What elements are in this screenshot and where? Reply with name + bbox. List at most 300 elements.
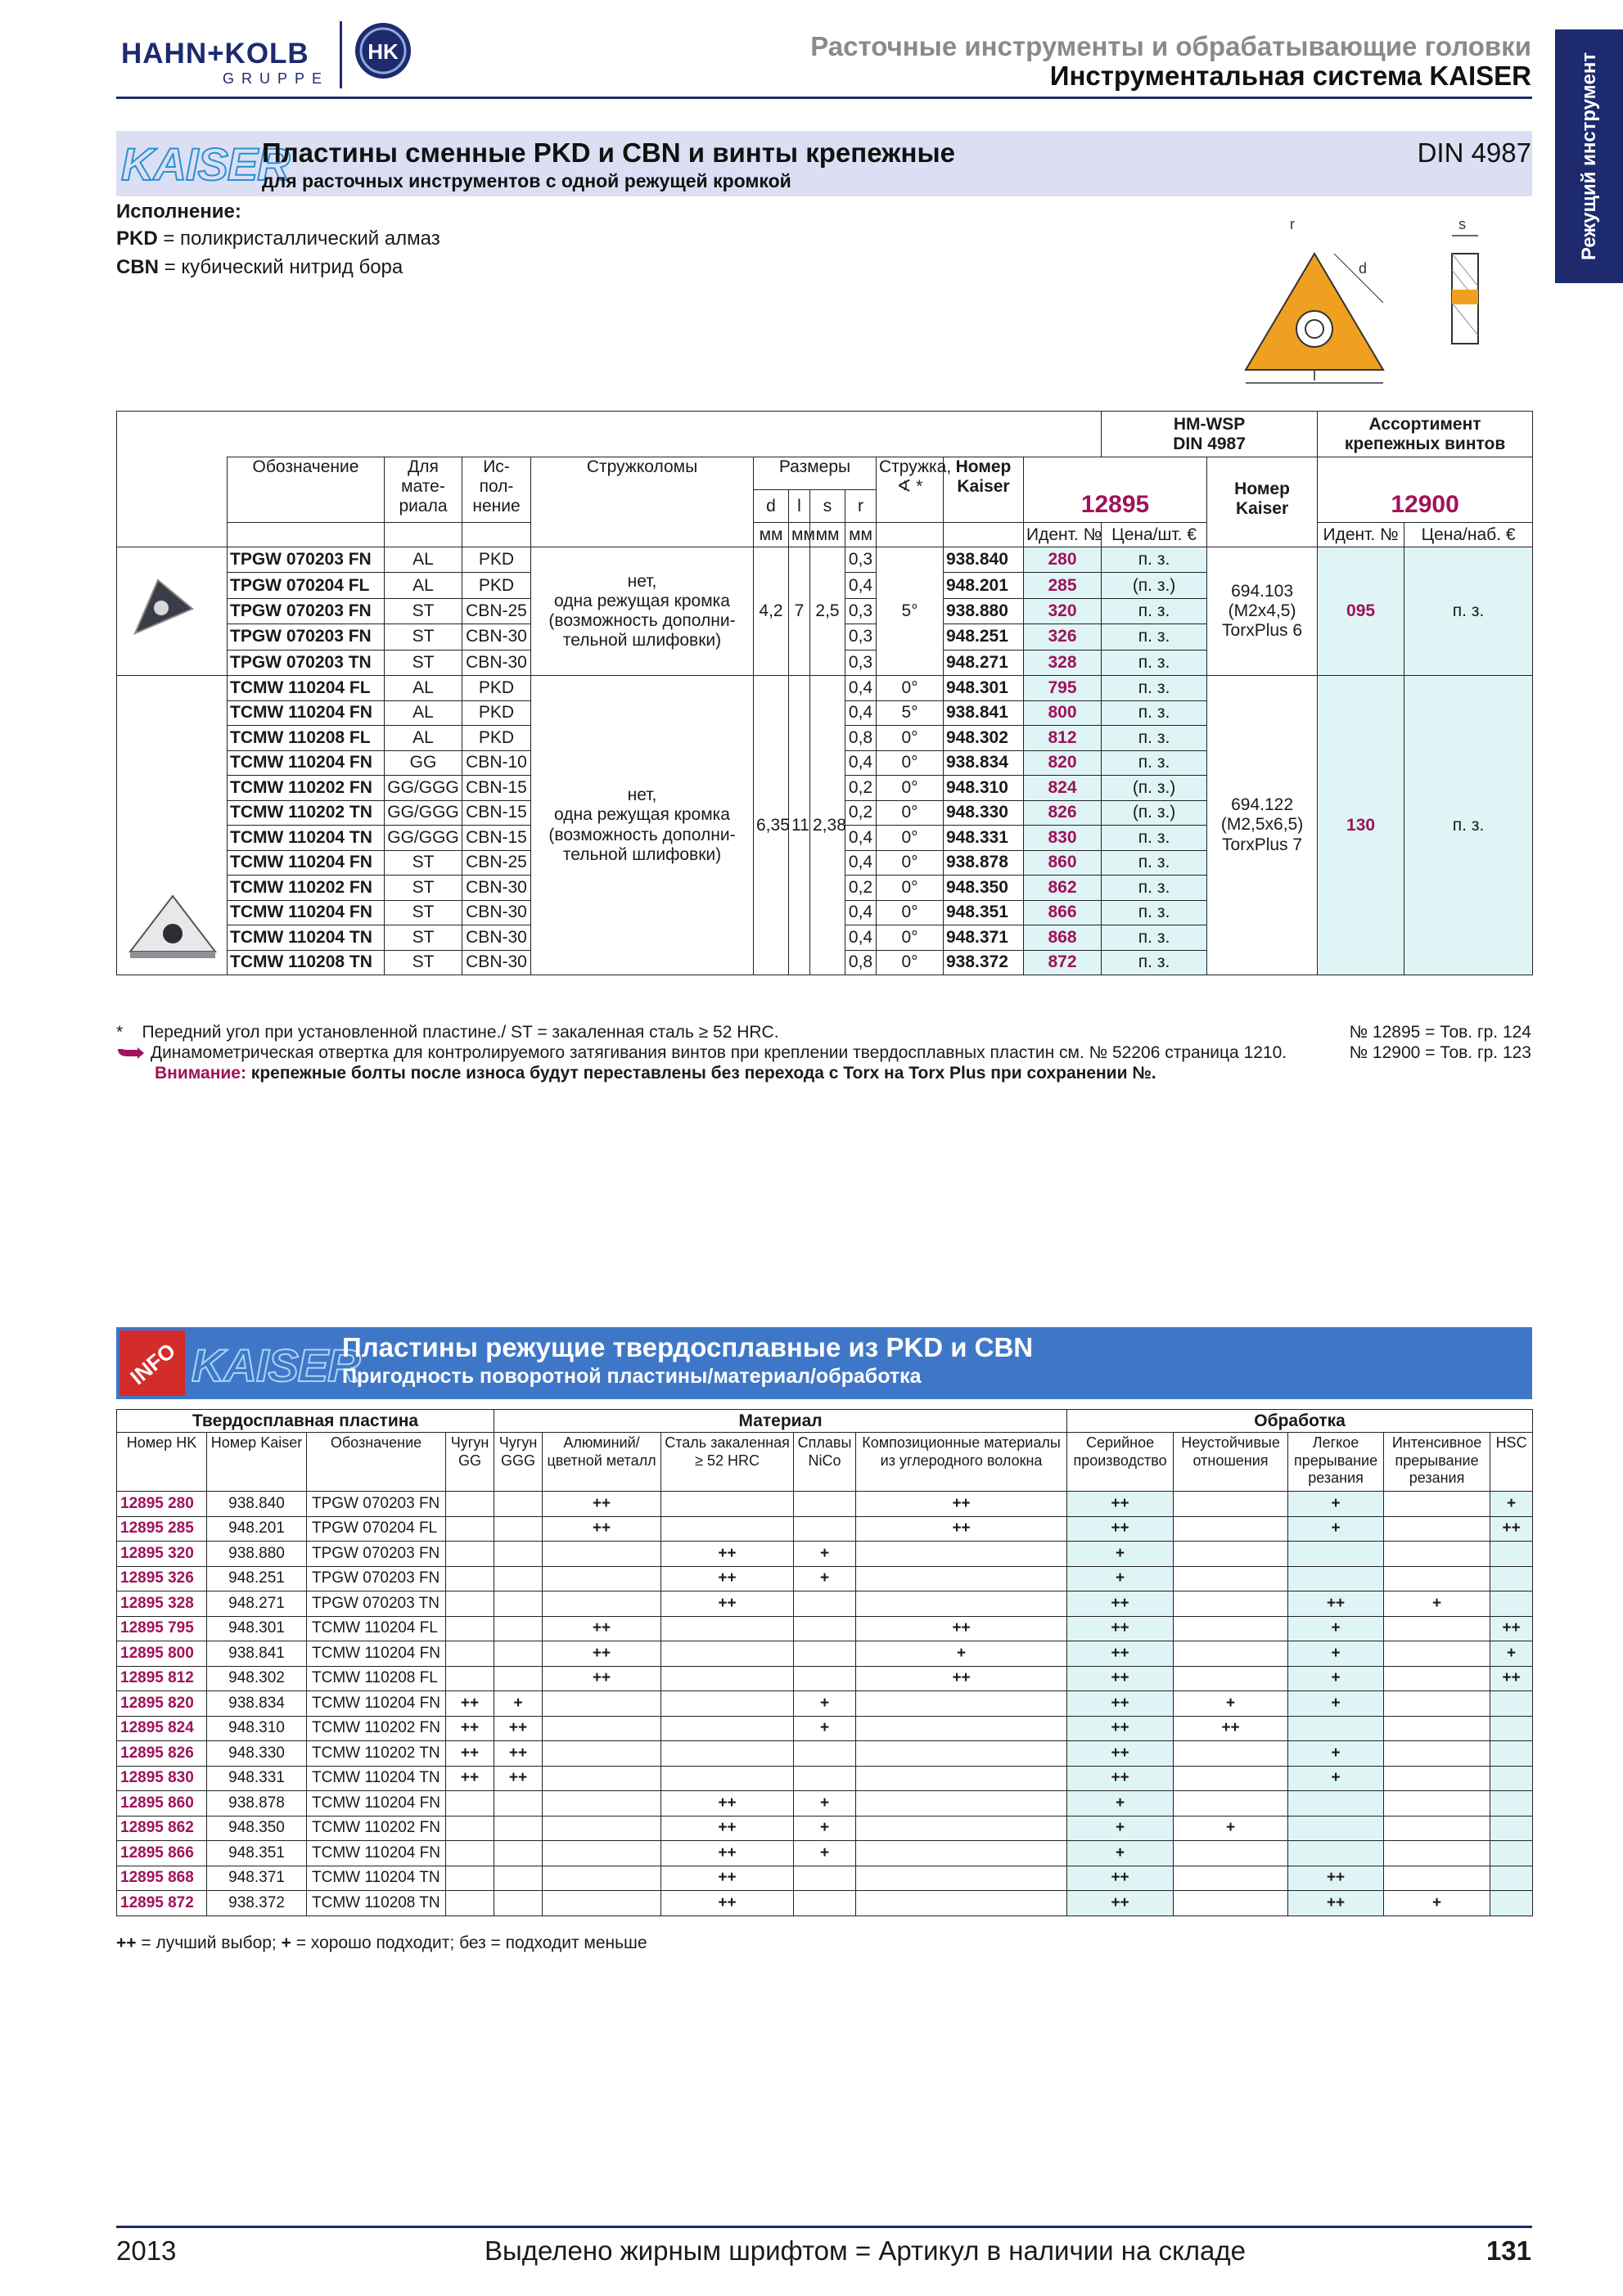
suitability-mark	[1174, 1542, 1288, 1567]
suitability-mark	[1288, 1791, 1384, 1817]
table-row	[117, 1591, 1533, 1617]
table2-body	[117, 1492, 1533, 1916]
footnote-warning: Внимание: крепежные болты после износа будут переставлены без перехода с Torx на Torx Plus при сохранении №.	[155, 1064, 1156, 1083]
footnote-torque-screwdriver: Динамометрическая отвертка для контролируемого затягивания винтов при креплении твердосплавных пластин см. № 52206 страница 1210.	[116, 1043, 1287, 1063]
designation: TCMW 110204 FN	[307, 1841, 446, 1866]
suitability-mark	[1288, 1566, 1384, 1591]
hk-number: 12895 800	[117, 1641, 207, 1667]
suitability-mark: ++	[1067, 1666, 1174, 1691]
hk-number: 12895 872	[117, 1891, 207, 1916]
suitability-mark	[1288, 1816, 1384, 1841]
suitability-mark: ++	[1067, 1691, 1174, 1717]
section1-title: Пластины сменные PKD и CBN и винты крепежные	[262, 137, 955, 168]
suitability-mark	[446, 1816, 494, 1841]
table-row: TPGW 070203 FN ST CBN-25 0,3 938.880 320 п. з.	[117, 598, 1533, 624]
suitability-mark	[494, 1616, 543, 1641]
suitability-mark	[494, 1516, 543, 1542]
suitability-mark: ++	[1067, 1492, 1174, 1517]
suitability-mark	[1288, 1841, 1384, 1866]
suitability-mark: ++	[661, 1791, 794, 1817]
suitability-mark	[494, 1841, 543, 1866]
hk-number: 12895 280	[117, 1492, 207, 1517]
footer-year: 2013	[116, 2235, 177, 2266]
suitability-mark: +	[1288, 1766, 1384, 1791]
footnote-rake-angle: * Передний угол при установленной пластине./ ST = закаленная сталь ≥ 52 HRC.	[116, 1023, 779, 1042]
table-row: TPGW 070203 TN ST CBN-30 0,3 948.271 328 п. з.	[117, 650, 1533, 675]
hk-number: 12895 830	[117, 1766, 207, 1791]
suitability-mark	[1490, 1741, 1533, 1767]
suitability-mark	[494, 1542, 543, 1567]
designation: TCMW 110202 TN	[307, 1741, 446, 1767]
designation: TPGW 070203 FN	[307, 1492, 446, 1517]
suitability-mark: +	[1288, 1741, 1384, 1767]
chipbreaker-note: нет, одна режущая кромка (возможность дополни- тельной шлифовки)	[531, 676, 754, 975]
table-row: TCMW 110208 TN ST CBN-30 0,8 0° 938.372 872 п. з.	[117, 950, 1533, 975]
table-row	[117, 1492, 1533, 1517]
suitability-mark: ++	[446, 1766, 494, 1791]
hk-number: 12895 826	[117, 1741, 207, 1767]
suitability-mark: ++	[494, 1766, 543, 1791]
suitability-mark	[1384, 1566, 1490, 1591]
suitability-mark: ++	[1067, 1641, 1174, 1667]
table-row	[117, 1716, 1533, 1741]
suitability-mark	[794, 1616, 856, 1641]
side-tab-cutting-tools[interactable]	[1555, 29, 1623, 283]
suitability-mark	[1174, 1866, 1288, 1891]
table-row: TCMW 110204 FN GG CBN-10 0,4 0° 938.834 820 п. з.	[117, 750, 1533, 776]
suitability-mark: +	[856, 1641, 1067, 1667]
suitability-mark: +	[794, 1716, 856, 1741]
table-row: TPGW 070203 FN ST CBN-30 0,3 948.251 326 п. з.	[117, 624, 1533, 650]
designation: TPGW 070204 FL	[307, 1516, 446, 1542]
suitability-mark: +	[794, 1841, 856, 1866]
suitability-mark	[856, 1791, 1067, 1817]
logo-monogram-text: HK	[367, 39, 399, 64]
suitability-mark: ++	[1067, 1516, 1174, 1542]
suitability-mark	[794, 1741, 856, 1767]
suitability-mark: +	[794, 1791, 856, 1817]
page-number: 131	[1485, 2235, 1531, 2266]
suitability-mark	[856, 1841, 1067, 1866]
suitability-mark: ++	[661, 1816, 794, 1841]
suitability-mark: +	[1490, 1492, 1533, 1517]
suitability-mark	[1384, 1866, 1490, 1891]
suitability-mark: +	[1288, 1666, 1384, 1691]
kaiser-number: 938.372	[207, 1891, 307, 1916]
logo-group: GRUPPE	[223, 70, 330, 87]
suitability-mark	[1384, 1516, 1490, 1542]
kaiser-number: 938.878	[207, 1791, 307, 1817]
suitability-mark: ++	[1288, 1891, 1384, 1916]
table-row: TCMW 110204 FN ST CBN-30 0,4 0° 948.351 866 п. з.	[117, 900, 1533, 925]
suitability-mark: +	[1067, 1841, 1174, 1866]
suitability-mark	[1384, 1791, 1490, 1817]
designation: TCMW 110204 TN	[307, 1866, 446, 1891]
suitability-mark: +	[1288, 1492, 1384, 1517]
suitability-mark	[1174, 1591, 1288, 1617]
suitability-mark	[1384, 1666, 1490, 1691]
inserts-table: HM-WSP DIN 4987 Ассортимент крепежных винтов Обозначение Для мате- риала Ис- пол- нение Стружколомы Размеры Стружка, ∢ * Номер Kaiser 12895 Номер Kaiser 12900 d l s r мм мм мм мм Идент. № Цена/шт. € Идент. № Цена/наб. € TPGW 070203 FN AL PKD нет, одна режущая кромка (возможность дополни- тельной шлифовки) 4,2 7 2,5 0,3 5° 938.840 280 п. з. 694.103 (M2x4,5) TorxPlus 6 095 п. з. TPGW 070204 FL AL PKD 0,4 948.201 285 (п. з.) TPGW 070203 FN ST CBN-25 0,3 938.880 320 п. з. TPGW 070203 FN ST CBN-30 0,3 948.251 326 п. з. TPGW 070203 TN ST CBN-30 0,3 948.271 328 п. з. TCMW 110204 FL AL PKD нет, одна режущая кромка (возможность дополни- тельной шлифовки) 6,35 11 2,38 0,4 0° 948.301 795 п. з. 694.122 (M2,5x6,5) TorxPlus 7 130 п. з. TCMW 110204 FN AL PKD 0,4 5° 938.841 800 п. з. TCMW 110208 FL AL PKD 0,8 0° 948.302 812 п. з. TCMW 110204 FN GG CBN-10 0,4 0° 938.834 820 п. з. TCMW 110202 FN GG/GGG CBN-15 0,2 0° 948.310 824 (п. з.) TCMW 110202 TN GG/GGG CBN-15 0,2 0° 948.330 826 (п. з.) TCMW 110204 TN GG/GGG CBN-15 0,4 0° 948.331 830 п. з. TCMW 110204 FN ST CBN-25 0,4 0° 938.878 860 п. з. TCMW 110202 FN ST CBN-30 0,2 0° 948.350 862 п. з. TCMW 110204 FN ST CBN-30 0,4 0° 948.351 866 п. з. TCMW 110204 TN ST CBN-30 0,4 0° 948.371 868 п. з. TCMW 110208 TN ST CBN-30 0,8 0° 938.372 872 п. з.	[116, 411, 1533, 975]
table-row: TCMW 110208 FL AL PKD 0,8 0° 948.302 812 п. з.	[117, 726, 1533, 751]
header-subtitle: Расточные инструменты и обрабатывающие головки	[810, 31, 1531, 61]
suitability-mark	[446, 1791, 494, 1817]
suitability-mark	[543, 1891, 661, 1916]
table-row	[117, 1566, 1533, 1591]
suitability-mark	[446, 1891, 494, 1916]
footer-divider	[116, 2226, 1532, 2228]
suitability-mark	[446, 1866, 494, 1891]
table-row: TCMW 110204 FN ST CBN-25 0,4 0° 938.878 860 п. з.	[117, 850, 1533, 876]
suitability-mark: ++	[661, 1591, 794, 1617]
suitability-mark: ++	[543, 1492, 661, 1517]
diagram-label-s: s	[1458, 216, 1466, 232]
hk-number: 12895 862	[117, 1816, 207, 1841]
suitability-mark	[446, 1566, 494, 1591]
kaiser-number: 948.330	[207, 1741, 307, 1767]
chipbreaker-note: нет, одна режущая кромка (возможность дополни- тельной шлифовки)	[531, 547, 754, 676]
suitability-mark	[1384, 1691, 1490, 1717]
kaiser-number: 948.350	[207, 1816, 307, 1841]
suitability-mark	[494, 1866, 543, 1891]
suitability-mark: +	[794, 1691, 856, 1717]
suitability-mark	[494, 1666, 543, 1691]
suitability-mark	[856, 1542, 1067, 1567]
suitability-mark	[1384, 1542, 1490, 1567]
suitability-mark	[1490, 1691, 1533, 1717]
suitability-mark	[1490, 1566, 1533, 1591]
suitability-mark: ++	[1067, 1716, 1174, 1741]
table-row: TCMW 110202 TN GG/GGG CBN-15 0,2 0° 948.330 826 (п. з.)	[117, 800, 1533, 826]
table-row	[117, 1516, 1533, 1542]
suitability-mark	[1384, 1716, 1490, 1741]
side-tab-label: Режущий инструмент	[1577, 52, 1600, 261]
suitability-mark: ++	[856, 1492, 1067, 1517]
suitability-mark	[446, 1616, 494, 1641]
tcmw-insert-photo	[117, 676, 228, 975]
suitability-mark: ++	[1067, 1766, 1174, 1791]
suitability-mark: ++	[1490, 1616, 1533, 1641]
suitability-mark: ++	[1288, 1591, 1384, 1617]
diagram-label-l: l	[1313, 367, 1316, 384]
suitability-mark	[1490, 1866, 1533, 1891]
section2-title: Пластины режущие твердосплавные из PKD и CBN	[342, 1332, 1034, 1362]
suitability-mark	[494, 1816, 543, 1841]
designation: TPGW 070203 TN	[307, 1591, 446, 1617]
suitability-mark: ++	[661, 1841, 794, 1866]
tpgw-insert-photo	[117, 547, 228, 676]
designation: TPGW 070203 FN	[307, 1542, 446, 1567]
suitability-mark	[1174, 1741, 1288, 1767]
suitability-mark: +	[1174, 1691, 1288, 1717]
designation: TCMW 110204 FN	[307, 1691, 446, 1717]
suitability-mark: ++	[1067, 1616, 1174, 1641]
suitability-mark	[446, 1666, 494, 1691]
table-row: TPGW 070203 FN AL PKD нет, одна режущая кромка (возможность дополни- тельной шлифовки) 4,2 7 2,5 0,3 5° 938.840 280 п. з. 694.103 (M2x4,5) TorxPlus 6 095 п. з.	[117, 547, 1533, 573]
table-row: TCMW 110202 FN ST CBN-30 0,2 0° 948.350 862 п. з.	[117, 876, 1533, 901]
suitability-mark: ++	[446, 1716, 494, 1741]
footer-note: Выделено жирным шрифтом = Артикул в наличии на складе	[485, 2235, 1246, 2266]
suitability-mark	[1384, 1766, 1490, 1791]
table-row	[117, 1542, 1533, 1567]
suitability-mark	[794, 1666, 856, 1691]
table1-header-row: Обозначение Для мате- риала Ис- пол- нение Стружколомы Размеры Стружка, ∢ * Номер Kaiser 12895 Номер Kaiser 12900	[117, 457, 1533, 490]
kaiser-number: 948.371	[207, 1866, 307, 1891]
hk-number: 12895 824	[117, 1716, 207, 1741]
suitability-mark	[494, 1641, 543, 1667]
suitability-mark	[1174, 1492, 1288, 1517]
suitability-mark	[1384, 1641, 1490, 1667]
table-row: TCMW 110204 TN GG/GGG CBN-15 0,4 0° 948.331 830 п. з.	[117, 826, 1533, 851]
suitability-mark: +	[1067, 1816, 1174, 1841]
suitability-mark	[494, 1566, 543, 1591]
suitability-mark	[543, 1791, 661, 1817]
suitability-mark	[794, 1766, 856, 1791]
hk-number: 12895 326	[117, 1566, 207, 1591]
suitability-mark: +	[1067, 1542, 1174, 1567]
suitability-mark	[543, 1841, 661, 1866]
suitability-mark	[1288, 1716, 1384, 1741]
section1-standard: DIN 4987	[1417, 137, 1531, 168]
kaiser-number: 938.834	[207, 1691, 307, 1717]
suitability-mark: ++	[494, 1716, 543, 1741]
header-title: Инструментальная система KAISER	[1049, 61, 1531, 91]
suitability-mark: ++	[1490, 1516, 1533, 1542]
table-row	[117, 1666, 1533, 1691]
table-row	[117, 1891, 1533, 1916]
legend: ++ = лучший выбор; + = хорошо подходит; без = подходит меньше	[116, 1934, 647, 1952]
table-row	[117, 1766, 1533, 1791]
suitability-mark	[856, 1866, 1067, 1891]
suitability-mark: ++	[1490, 1666, 1533, 1691]
suitability-mark: ++	[1067, 1866, 1174, 1891]
suitability-mark: +	[1288, 1641, 1384, 1667]
suitability-mark	[446, 1841, 494, 1866]
suitability-mark	[1384, 1841, 1490, 1866]
execution-line-pkd: PKD = поликристаллический алмаз	[116, 227, 440, 250]
suitability-mark	[794, 1866, 856, 1891]
table-row	[117, 1741, 1533, 1767]
suitability-mark	[446, 1591, 494, 1617]
hk-monogram-logo	[354, 21, 413, 80]
suitability-mark	[1174, 1641, 1288, 1667]
suitability-mark: ++	[661, 1566, 794, 1591]
kaiser-number: 948.251	[207, 1566, 307, 1591]
suitability-mark	[1288, 1542, 1384, 1567]
suitability-mark: ++	[543, 1666, 661, 1691]
suitability-mark	[661, 1741, 794, 1767]
suitability-mark: ++	[856, 1516, 1067, 1542]
logo-divider	[340, 21, 342, 88]
designation: TCMW 110208 FL	[307, 1666, 446, 1691]
kaiser-number: 948.271	[207, 1591, 307, 1617]
designation: TCMW 110204 FN	[307, 1791, 446, 1817]
suitability-mark: ++	[661, 1542, 794, 1567]
suitability-mark: ++	[661, 1891, 794, 1916]
suitability-mark: ++	[543, 1616, 661, 1641]
kaiser-number: 948.301	[207, 1616, 307, 1641]
suitability-mark	[543, 1766, 661, 1791]
suitability-mark	[794, 1641, 856, 1667]
suitability-mark	[1384, 1816, 1490, 1841]
suitability-mark	[1174, 1766, 1288, 1791]
kaiser-logo: KAISER	[192, 1339, 360, 1391]
suitability-mark	[856, 1716, 1067, 1741]
suitability-mark	[1490, 1766, 1533, 1791]
suitability-mark	[1174, 1616, 1288, 1641]
suitability-mark	[494, 1891, 543, 1916]
suitability-mark	[1174, 1566, 1288, 1591]
suitability-mark	[1490, 1791, 1533, 1817]
suitability-mark: +	[794, 1566, 856, 1591]
suitability-mark	[856, 1816, 1067, 1841]
suitability-mark: ++	[661, 1866, 794, 1891]
suitability-mark	[1174, 1791, 1288, 1817]
suitability-mark: +	[1490, 1641, 1533, 1667]
logo-brand: HAHN+KOLB	[121, 38, 309, 70]
diagram-label-d: d	[1359, 260, 1368, 277]
suitability-mark: +	[1288, 1691, 1384, 1717]
suitability-mark: ++	[494, 1741, 543, 1767]
suitability-mark	[494, 1492, 543, 1517]
suitability-mark: ++	[1067, 1741, 1174, 1767]
suitability-mark	[794, 1516, 856, 1542]
suitability-mark	[856, 1766, 1067, 1791]
info-badge-text: INFO	[125, 1338, 181, 1390]
table2-group-header-row: Твердосплавная пластина Материал Обработка	[117, 1410, 1533, 1433]
suitability-mark: +	[494, 1691, 543, 1717]
product-group-12900: № 12900 = Тов. гр. 123	[1349, 1043, 1531, 1062]
designation: TCMW 110204 FL	[307, 1616, 446, 1641]
kaiser-number: 948.310	[207, 1716, 307, 1741]
hk-number: 12895 820	[117, 1691, 207, 1717]
suitability-mark	[1174, 1841, 1288, 1866]
suitability-mark	[446, 1542, 494, 1567]
designation: TCMW 110202 FN	[307, 1716, 446, 1741]
kaiser-logo: KAISER	[121, 138, 290, 190]
suitability-mark: ++	[446, 1691, 494, 1717]
suitability-mark	[661, 1492, 794, 1517]
suitability-mark	[543, 1566, 661, 1591]
suitability-mark	[1384, 1616, 1490, 1641]
suitability-mark: ++	[1067, 1591, 1174, 1617]
hk-number: 12895 795	[117, 1616, 207, 1641]
suitability-mark	[543, 1542, 661, 1567]
suitability-mark	[494, 1591, 543, 1617]
suitability-mark	[1490, 1716, 1533, 1741]
table-row: TPGW 070204 FL AL PKD 0,4 948.201 285 (п. з.)	[117, 573, 1533, 598]
kaiser-number: 938.840	[207, 1492, 307, 1517]
table1-units-row: мм мм мм мм Идент. № Цена/шт. € Идент. № Цена/наб. €	[117, 523, 1533, 547]
suitability-mark	[856, 1566, 1067, 1591]
suitability-mark	[1384, 1492, 1490, 1517]
suitability-mark: +	[1067, 1791, 1174, 1817]
designation: TCMW 110204 FN	[307, 1641, 446, 1667]
hk-number: 12895 868	[117, 1866, 207, 1891]
suitability-mark: +	[1288, 1616, 1384, 1641]
suitability-mark	[661, 1691, 794, 1717]
suitability-mark: +	[794, 1542, 856, 1567]
suitability-mark	[661, 1716, 794, 1741]
designation: TCMW 110204 TN	[307, 1766, 446, 1791]
table-row	[117, 1816, 1533, 1841]
hk-number: 12895 328	[117, 1591, 207, 1617]
suitability-mark	[794, 1891, 856, 1916]
suitability-table	[116, 1409, 1533, 1916]
table-row: TCMW 110204 FN AL PKD 0,4 5° 938.841 800 п. з.	[117, 700, 1533, 726]
kaiser-number: 938.841	[207, 1641, 307, 1667]
screw-spec: 694.103 (M2x4,5) TorxPlus 6	[1207, 547, 1318, 676]
suitability-mark	[543, 1691, 661, 1717]
suitability-mark: ++	[856, 1616, 1067, 1641]
table-row	[117, 1841, 1533, 1866]
table-row: TCMW 110204 TN ST CBN-30 0,4 0° 948.371 868 п. з.	[117, 925, 1533, 951]
kaiser-number: 948.351	[207, 1841, 307, 1866]
table-row	[117, 1616, 1533, 1641]
table-row: TCMW 110202 FN GG/GGG CBN-15 0,2 0° 948.310 824 (п. з.)	[117, 776, 1533, 801]
suitability-mark	[1490, 1891, 1533, 1916]
suitability-mark	[661, 1516, 794, 1542]
suitability-mark	[494, 1791, 543, 1817]
suitability-mark: ++	[1174, 1716, 1288, 1741]
suitability-mark	[1490, 1591, 1533, 1617]
hk-number: 12895 866	[117, 1841, 207, 1866]
hk-number: 12895 285	[117, 1516, 207, 1542]
table-row	[117, 1641, 1533, 1667]
header-divider	[116, 97, 1532, 99]
suitability-mark	[1174, 1666, 1288, 1691]
suitability-mark	[794, 1492, 856, 1517]
designation: TCMW 110202 FN	[307, 1816, 446, 1841]
arrow-right-icon	[116, 1047, 146, 1060]
suitability-mark: ++	[543, 1516, 661, 1542]
suitability-mark	[1490, 1542, 1533, 1567]
designation: TPGW 070203 FN	[307, 1566, 446, 1591]
suitability-mark	[1490, 1816, 1533, 1841]
suitability-mark: ++	[446, 1741, 494, 1767]
suitability-mark: +	[1067, 1566, 1174, 1591]
product-group-12895: № 12895 = Тов. гр. 124	[1349, 1023, 1531, 1042]
suitability-mark	[661, 1616, 794, 1641]
suitability-mark: ++	[1288, 1866, 1384, 1891]
suitability-mark	[794, 1591, 856, 1617]
suitability-mark	[446, 1492, 494, 1517]
kaiser-number: 948.331	[207, 1766, 307, 1791]
suitability-mark: +	[1174, 1816, 1288, 1841]
designation: TCMW 110208 TN	[307, 1891, 446, 1916]
hk-number: 12895 860	[117, 1791, 207, 1817]
suitability-mark: +	[1384, 1591, 1490, 1617]
suitability-mark	[856, 1891, 1067, 1916]
suitability-mark	[1384, 1741, 1490, 1767]
suitability-mark	[661, 1666, 794, 1691]
kaiser-number: 938.880	[207, 1542, 307, 1567]
suitability-mark	[543, 1866, 661, 1891]
suitability-mark	[856, 1591, 1067, 1617]
insert-dimension-diagram	[1195, 205, 1555, 393]
suitability-mark	[1174, 1891, 1288, 1916]
suitability-mark	[1174, 1516, 1288, 1542]
suitability-mark: +	[794, 1816, 856, 1841]
suitability-mark	[446, 1641, 494, 1667]
suitability-mark	[446, 1516, 494, 1542]
suitability-mark	[661, 1641, 794, 1667]
table2-header-row: Номер HK Номер Kaiser Обозначение Чугун GG Чугун GGG Алюминий/ цветной металл Сталь закаленная ≥ 52 HRC Сплавы NiCo Композиционные материалы из углеродного волокна Серийное производство Неустойчивые отношения Легкое прерывание резания Интенсивное прерывание резания HSC	[117, 1433, 1533, 1492]
screw-spec: 694.122 (M2,5x6,5) TorxPlus 7	[1207, 676, 1318, 975]
suitability-mark	[543, 1741, 661, 1767]
section2-subtitle: Пригодность поворотной пластины/материал/обработка	[342, 1365, 922, 1388]
hk-number: 12895 812	[117, 1666, 207, 1691]
suitability-mark	[1490, 1841, 1533, 1866]
